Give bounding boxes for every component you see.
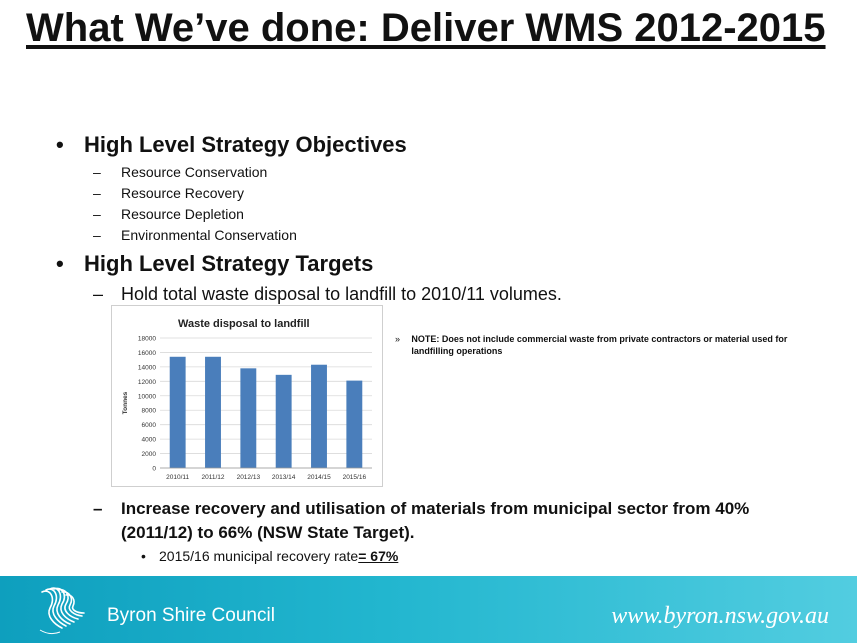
y-tick-label: 14000 — [137, 364, 156, 372]
y-tick-label: 8000 — [141, 407, 156, 415]
x-tick-label: 2015/16 — [342, 474, 367, 481]
list-item — [93, 184, 244, 202]
byron-shire-logo-icon — [36, 584, 96, 638]
objective-item: Resource Recovery — [121, 185, 244, 201]
chart-bar — [240, 368, 256, 468]
y-tick-label: 18000 — [137, 335, 156, 343]
objective-item: Resource Conservation — [121, 164, 268, 180]
y-tick-label: 0 — [152, 465, 156, 473]
note-marker: » — [395, 334, 401, 344]
x-tick-label: 2010/11 — [166, 474, 190, 481]
list-item — [93, 226, 297, 244]
objectives-heading-text: High Level Strategy Objectives — [84, 132, 407, 157]
landfill-chart — [111, 305, 383, 487]
x-tick-label: 2011/12 — [201, 474, 225, 481]
council-name: Byron Shire Council — [107, 605, 275, 626]
chart-bar — [311, 365, 327, 468]
y-tick-label: 6000 — [141, 422, 156, 430]
dash-marker: – — [93, 164, 101, 180]
x-tick-label: 2014/15 — [307, 474, 331, 481]
dash-marker: – — [93, 206, 101, 222]
target-text: Hold total waste disposal to landfill to 2010/11 volumes. — [121, 284, 562, 304]
objective-item: Resource Depletion — [121, 206, 244, 222]
dash-marker: – — [93, 227, 101, 243]
chart-note — [395, 333, 815, 357]
y-axis-label: Tonnes — [122, 391, 129, 415]
recovery-label: 2015/16 municipal recovery rate — [159, 548, 359, 564]
list-item — [93, 163, 267, 181]
target-text: Increase recovery and utilisation of materials from municipal sector from 40% (2011/12) to 66% (NSW State Target). — [121, 499, 750, 542]
target-item — [93, 282, 562, 306]
objectives-heading — [56, 132, 407, 158]
recovery-value: = 67% — [358, 548, 399, 564]
list-item — [93, 205, 244, 223]
bullet-marker: • — [56, 251, 64, 276]
target-item — [93, 497, 813, 545]
footer-bar — [0, 576, 857, 643]
x-tick-label: 2013/14 — [271, 474, 296, 481]
targets-heading — [56, 251, 373, 277]
chart-bar — [346, 381, 362, 468]
y-tick-label: 10000 — [137, 393, 156, 401]
bullet-marker: • — [141, 548, 146, 564]
targets-heading-text: High Level Strategy Targets — [84, 251, 374, 276]
website-link[interactable]: www.byron.nsw.gov.au — [611, 603, 829, 629]
x-tick-label: 2012/13 — [236, 474, 261, 481]
chart-title: Waste disposal to landfill — [178, 318, 310, 330]
y-tick-label: 2000 — [141, 451, 156, 459]
bullet-marker: • — [56, 132, 64, 157]
dash-marker: – — [93, 499, 103, 518]
y-tick-label: 16000 — [137, 349, 156, 357]
y-tick-label: 12000 — [137, 378, 156, 386]
recovery-rate-item — [141, 547, 398, 565]
note-text: NOTE: Does not include commercial waste from private contractors or material used for landfilling operations — [411, 334, 788, 356]
chart-bar — [170, 357, 186, 468]
chart-bar — [276, 375, 292, 468]
chart-canvas — [112, 306, 382, 486]
dash-marker: – — [93, 284, 104, 304]
objective-item: Environmental Conservation — [121, 227, 297, 243]
chart-bar — [205, 357, 221, 468]
slide-title: What We’ve done: Deliver WMS 2012-2015 — [26, 6, 826, 50]
y-tick-label: 4000 — [141, 436, 156, 444]
dash-marker: – — [93, 185, 101, 201]
